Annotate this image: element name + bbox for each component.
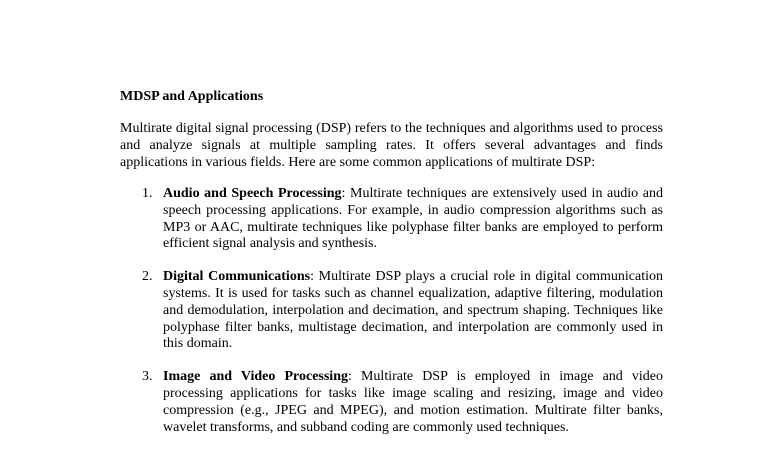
list-item-text: : Multirate DSP is employed in image and video processing applications for tasks like image scaling and resizing, image and video compression (e.g., JPEG and MPEG), and motion estimation. Multirate filter banks, wavelet transforms, and subband coding are commonly used techniques. [163, 369, 664, 435]
list-item-number: 1. [142, 186, 153, 201]
intro-paragraph: Multirate digital signal processing (DSP) refers to the techniques and algorithms used to process and analyze signals at multiple sampling rates. It offers several advantages and finds applications in various fields. Here are some common applications of multirate DSP: [120, 121, 663, 170]
list-item [120, 186, 663, 253]
list-item-title: Image and Video Processing [163, 369, 348, 385]
list-item [120, 269, 663, 353]
document-title: MDSP and Applications [120, 89, 264, 104]
list-item-text: : Multirate DSP plays a crucial role in digital communication systems. It is used for tasks such as channel equalization, adaptive filtering, modulation and demodulation, interpolation and decimation, and spectrum shaping. Techniques like polyphase filter banks, multistage decimation, and interpolation are commonly used in this domain. [163, 269, 664, 352]
applications-list [120, 186, 663, 452]
list-item-title: Audio and Speech Processing [163, 186, 342, 201]
list-item [120, 369, 663, 436]
list-item-number: 2. [142, 269, 153, 285]
list-item-text: : Multirate techniques are extensively used in audio and speech processing applications. For example, in audio compression algorithms such as MP3 or AAC, multirate techniques like polyphase filter banks are employed to perform efficient signal analysis and synthesis. [163, 186, 663, 252]
list-item-number: 3. [142, 369, 153, 385]
list-item-title: Digital Communications [163, 269, 311, 285]
